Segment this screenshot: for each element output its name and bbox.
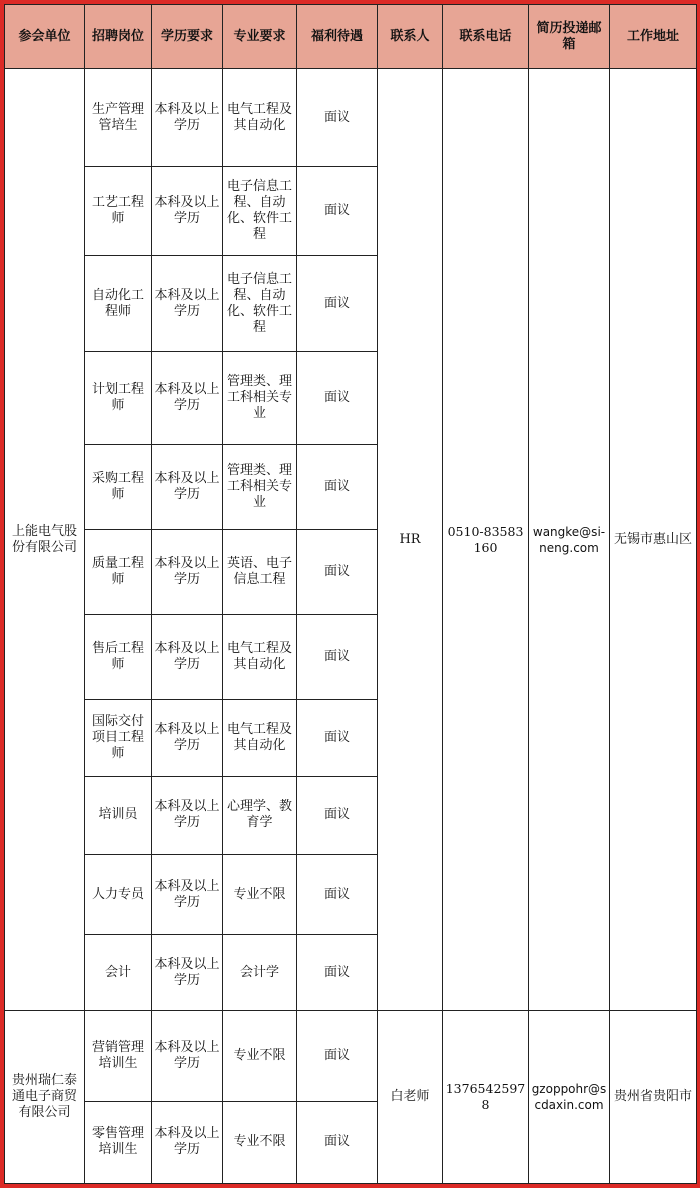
education-cell: 本科及以上学历 [152, 699, 223, 776]
education-cell: 本科及以上学历 [152, 444, 223, 529]
position-title: 采购工程师 [85, 444, 152, 529]
header-benefits: 福利待遇 [297, 5, 378, 69]
position-title: 计划工程师 [85, 351, 152, 444]
education-cell: 本科及以上学历 [152, 69, 223, 167]
major-cell: 电气工程及其自动化 [223, 699, 297, 776]
education-cell: 本科及以上学历 [152, 1101, 223, 1183]
major-cell: 专业不限 [223, 1101, 297, 1183]
position-title: 培训员 [85, 776, 152, 854]
header-education: 学历要求 [152, 5, 223, 69]
education-cell: 本科及以上学历 [152, 935, 223, 1011]
contact-cell: HR [378, 69, 443, 1011]
recruitment-table [4, 4, 697, 1184]
major-cell: 管理类、理工科相关专业 [223, 351, 297, 444]
benefits-cell: 面议 [297, 167, 378, 256]
education-cell: 本科及以上学历 [152, 1011, 223, 1101]
header-position: 招聘岗位 [85, 5, 152, 69]
benefits-cell: 面议 [297, 699, 378, 776]
position-title: 质量工程师 [85, 530, 152, 615]
major-cell: 电气工程及其自动化 [223, 615, 297, 699]
header-email: 简历投递邮箱 [529, 5, 610, 69]
education-cell: 本科及以上学历 [152, 167, 223, 256]
email-cell[interactable]: wangke@si-neng.com [529, 69, 610, 1011]
position-title: 自动化工程师 [85, 256, 152, 351]
position-title: 营销管理培训生 [85, 1011, 152, 1101]
major-cell: 专业不限 [223, 1011, 297, 1101]
company-name: 贵州瑞仁泰通电子商贸有限公司 [5, 1011, 85, 1184]
position-title: 人力专员 [85, 855, 152, 935]
benefits-cell: 面议 [297, 530, 378, 615]
header-contact: 联系人 [378, 5, 443, 69]
position-title: 工艺工程师 [85, 167, 152, 256]
benefits-cell: 面议 [297, 776, 378, 854]
phone-cell: 13765425978 [443, 1011, 529, 1184]
major-cell: 电子信息工程、自动化、软件工程 [223, 167, 297, 256]
education-cell: 本科及以上学历 [152, 615, 223, 699]
table-row [5, 1011, 697, 1101]
address-cell: 无锡市惠山区 [610, 69, 697, 1011]
major-cell: 管理类、理工科相关专业 [223, 444, 297, 529]
education-cell: 本科及以上学历 [152, 530, 223, 615]
phone-cell: 0510-83583160 [443, 69, 529, 1011]
education-cell: 本科及以上学历 [152, 776, 223, 854]
benefits-cell: 面议 [297, 1101, 378, 1183]
major-cell: 专业不限 [223, 855, 297, 935]
position-title: 零售管理培训生 [85, 1101, 152, 1183]
education-cell: 本科及以上学历 [152, 855, 223, 935]
position-title: 国际交付项目工程师 [85, 699, 152, 776]
company-name: 上能电气股份有限公司 [5, 69, 85, 1011]
benefits-cell: 面议 [297, 935, 378, 1011]
table-frame [4, 4, 696, 1184]
header-major: 专业要求 [223, 5, 297, 69]
position-title: 会计 [85, 935, 152, 1011]
header-company: 参会单位 [5, 5, 85, 69]
benefits-cell: 面议 [297, 1011, 378, 1101]
education-cell: 本科及以上学历 [152, 256, 223, 351]
benefits-cell: 面议 [297, 351, 378, 444]
benefits-cell: 面议 [297, 69, 378, 167]
education-cell: 本科及以上学历 [152, 351, 223, 444]
header-phone: 联系电话 [443, 5, 529, 69]
major-cell: 心理学、教育学 [223, 776, 297, 854]
benefits-cell: 面议 [297, 256, 378, 351]
benefits-cell: 面议 [297, 855, 378, 935]
email-cell[interactable]: gzoppohr@scdaxin.com [529, 1011, 610, 1184]
contact-cell: 白老师 [378, 1011, 443, 1184]
header-address: 工作地址 [610, 5, 697, 69]
position-title: 售后工程师 [85, 615, 152, 699]
major-cell: 会计学 [223, 935, 297, 1011]
major-cell: 电子信息工程、自动化、软件工程 [223, 256, 297, 351]
benefits-cell: 面议 [297, 444, 378, 529]
position-title: 生产管理管培生 [85, 69, 152, 167]
benefits-cell: 面议 [297, 615, 378, 699]
table-row [5, 69, 697, 167]
header-row [5, 5, 697, 69]
major-cell: 英语、电子信息工程 [223, 530, 297, 615]
major-cell: 电气工程及其自动化 [223, 69, 297, 167]
address-cell: 贵州省贵阳市 [610, 1011, 697, 1184]
